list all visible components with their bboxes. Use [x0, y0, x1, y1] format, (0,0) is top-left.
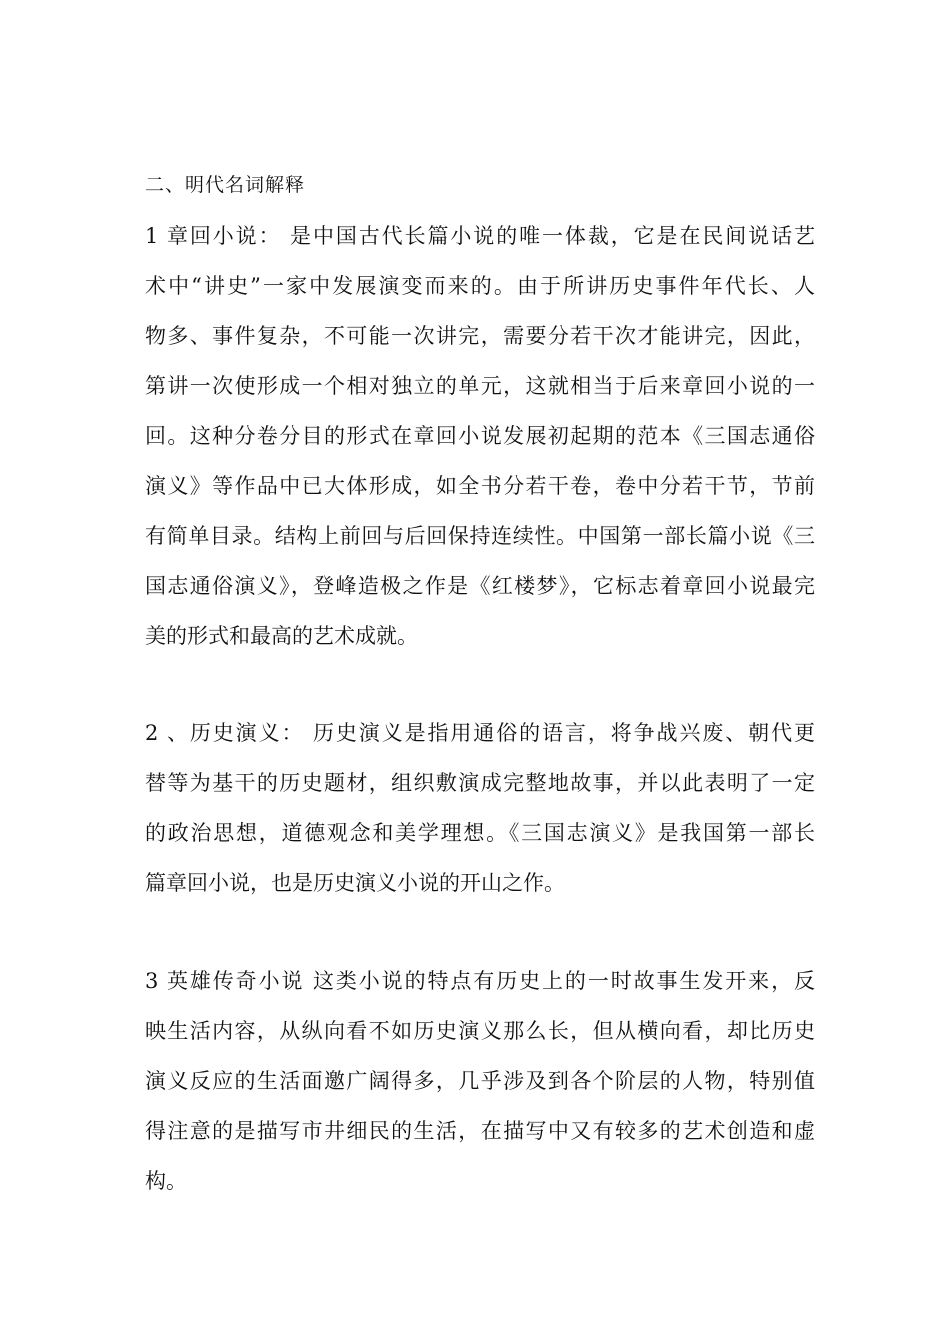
section-heading: 二、明代名词解释	[145, 174, 306, 196]
paragraph-historical-romance	[145, 708, 815, 908]
paragraph-line: 美的形式和最高的艺术成就。	[145, 624, 418, 648]
paragraph-line: 映生活内容，从纵向看不如历史演义那么长，但从横向看，却比历史	[145, 1019, 815, 1043]
paragraph-line: 国志通俗演义》，登峰造极之作是《红楼梦》，它标志着章回小说最完	[145, 574, 815, 598]
paragraph-chapter-novel	[145, 211, 815, 661]
paragraph-line: 3 英雄传奇小说 这类小说的特点有历史上的一时故事生发开来，反	[145, 969, 815, 993]
paragraph-line: 物多、事件复杂，不可能一次讲完，需要分若干次才能讲完，因此，	[145, 324, 815, 348]
paragraph-line: 篇章回小说，也是历史演义小说的开山之作。	[145, 871, 565, 895]
paragraph-line: 得注意的是描写市井细民的生活，在描写中又有较多的艺术创造和虚	[145, 1119, 815, 1143]
paragraph-line: 1 章回小说： 是中国古代长篇小说的唯一体裁，它是在民间说话艺	[145, 224, 815, 248]
paragraph-line: 替等为基干的历史题材，组织敷演成完整地故事，并以此表明了一定	[145, 771, 815, 795]
paragraph-line: 回。这种分卷分目的形式在章回小说发展初起期的范本《三国志通俗	[145, 424, 815, 448]
paragraph-line: 术中“讲史”一家中发展演变而来的。由于所讲历史事件年代长、人	[145, 274, 815, 298]
paragraph-line: 的政治思想，道德观念和美学理想。《三国志演义》是我国第一部长	[145, 821, 815, 845]
paragraph-line: 2 、历史演义： 历史演义是指用通俗的语言，将争战兴废、朝代更	[145, 721, 815, 745]
paragraph-heroic-legend	[145, 956, 815, 1206]
paragraph-line: 第讲一次使形成一个相对独立的单元，这就相当于后来章回小说的一	[145, 374, 815, 398]
paragraph-line: 有简单目录。结构上前回与后回保持连续性。中国第一部长篇小说《三	[145, 524, 815, 548]
paragraph-line: 构。	[145, 1169, 187, 1193]
paragraph-line: 演义》等作品中已大体形成，如全书分若干卷，卷中分若干节，节前	[145, 474, 815, 498]
paragraph-line: 演义反应的生活面邀广阔得多，几乎涉及到各个阶层的人物，特别值	[145, 1069, 815, 1093]
